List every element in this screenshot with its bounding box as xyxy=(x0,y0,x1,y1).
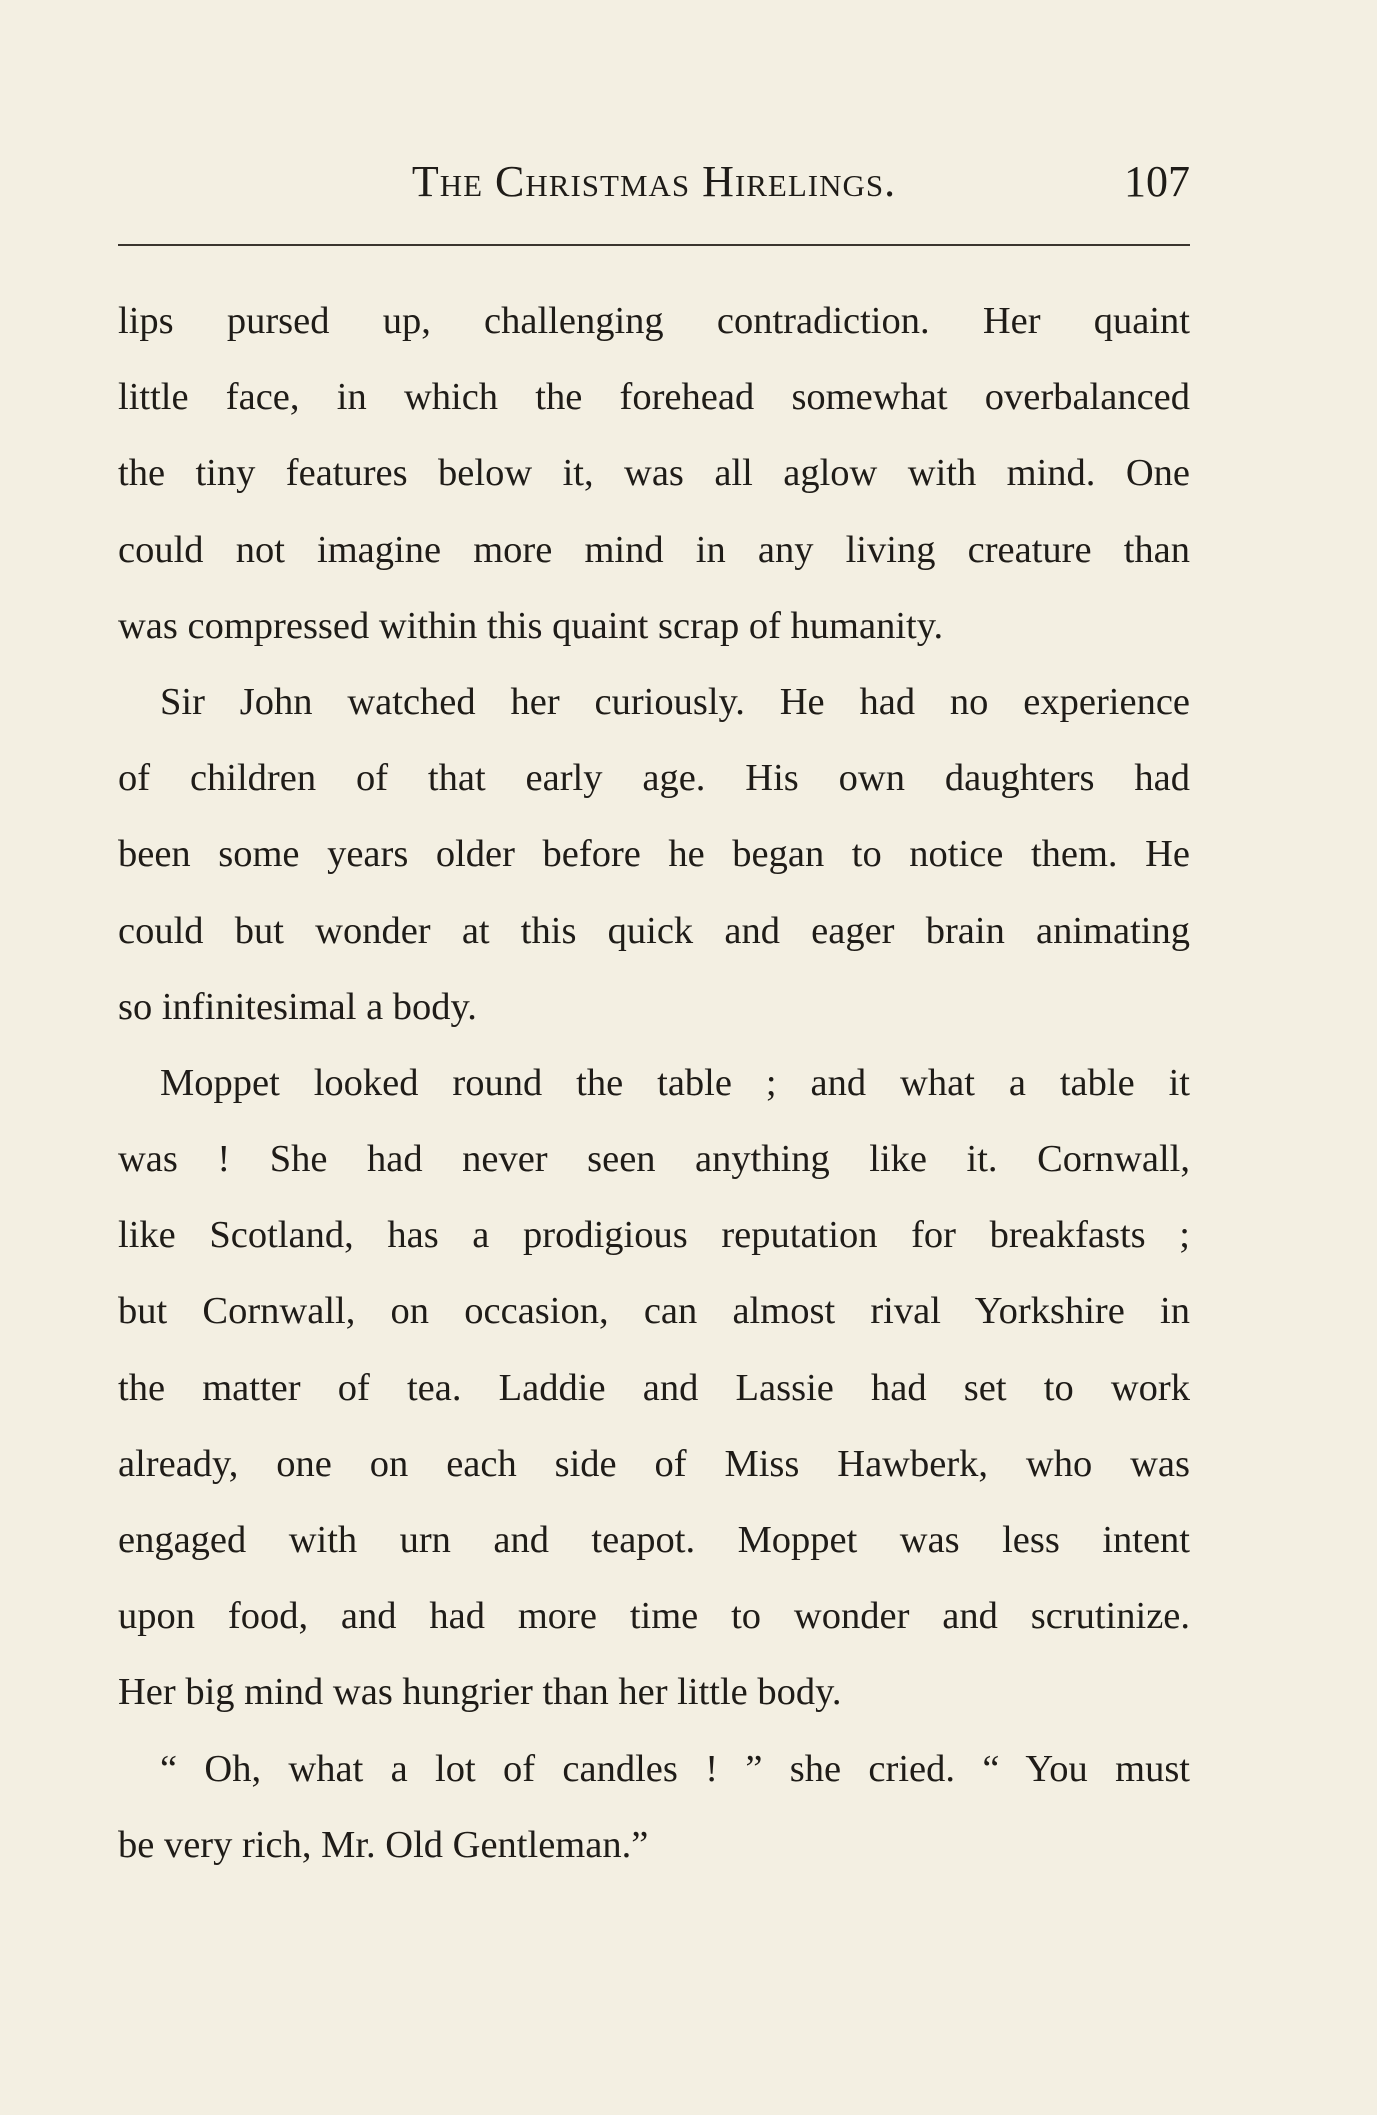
text-line: Her big mind was hungrier than her little body. xyxy=(118,1671,842,1714)
text-line: Moppet looked round the table ; and what a table it xyxy=(160,1061,1190,1104)
text-line: but Cornwall, on occasion, can almost rival Yorkshire in xyxy=(118,1290,1190,1333)
text-line: little face, in which the forehead somewhat overbalanced xyxy=(118,376,1190,419)
text-line: like Scotland, has a prodigious reputation for breakfasts ; xyxy=(118,1214,1190,1257)
text-line: could not imagine more mind in any living creature than xyxy=(118,528,1190,571)
text-line: was ! She had never seen anything like it. Cornwall, xyxy=(118,1138,1190,1181)
text-line: engaged with urn and teapot. Moppet was less intent xyxy=(118,1519,1190,1561)
text-line: already, one on each side of Miss Hawberk, who was xyxy=(118,1442,1190,1485)
text-line: the matter of tea. Laddie and Lassie had set to work xyxy=(118,1366,1190,1409)
text-line: of children of that early age. His own daughters had xyxy=(118,757,1190,800)
text-line: could but wonder at this quick and eager brain animating xyxy=(118,909,1190,952)
text-line: the tiny features below it, was all aglow with mind. One xyxy=(118,452,1190,495)
body-text xyxy=(118,283,1190,1883)
text-line: lips pursed up, challenging contradiction. Her quaint xyxy=(118,300,1190,342)
text-line: Sir John watched her curiously. He had no experience xyxy=(160,680,1190,723)
text-line: be very rich, Mr. Old Gentleman.” xyxy=(118,1823,649,1866)
text-line: so infinitesimal a body. xyxy=(118,985,477,1028)
header-rule xyxy=(118,244,1190,246)
text-line: “ Oh, what a lot of candles ! ” she cried. “ You must xyxy=(160,1747,1190,1790)
running-title: The Christmas Hirelings. xyxy=(411,157,897,206)
text-line: was compressed within this quaint scrap of humanity. xyxy=(118,604,944,647)
page-number: 107 xyxy=(1124,157,1190,206)
text-line: upon food, and had more time to wonder and scrutinize. xyxy=(118,1595,1190,1638)
text-line: been some years older before he began to notice them. He xyxy=(118,833,1190,876)
running-head xyxy=(118,152,1190,212)
